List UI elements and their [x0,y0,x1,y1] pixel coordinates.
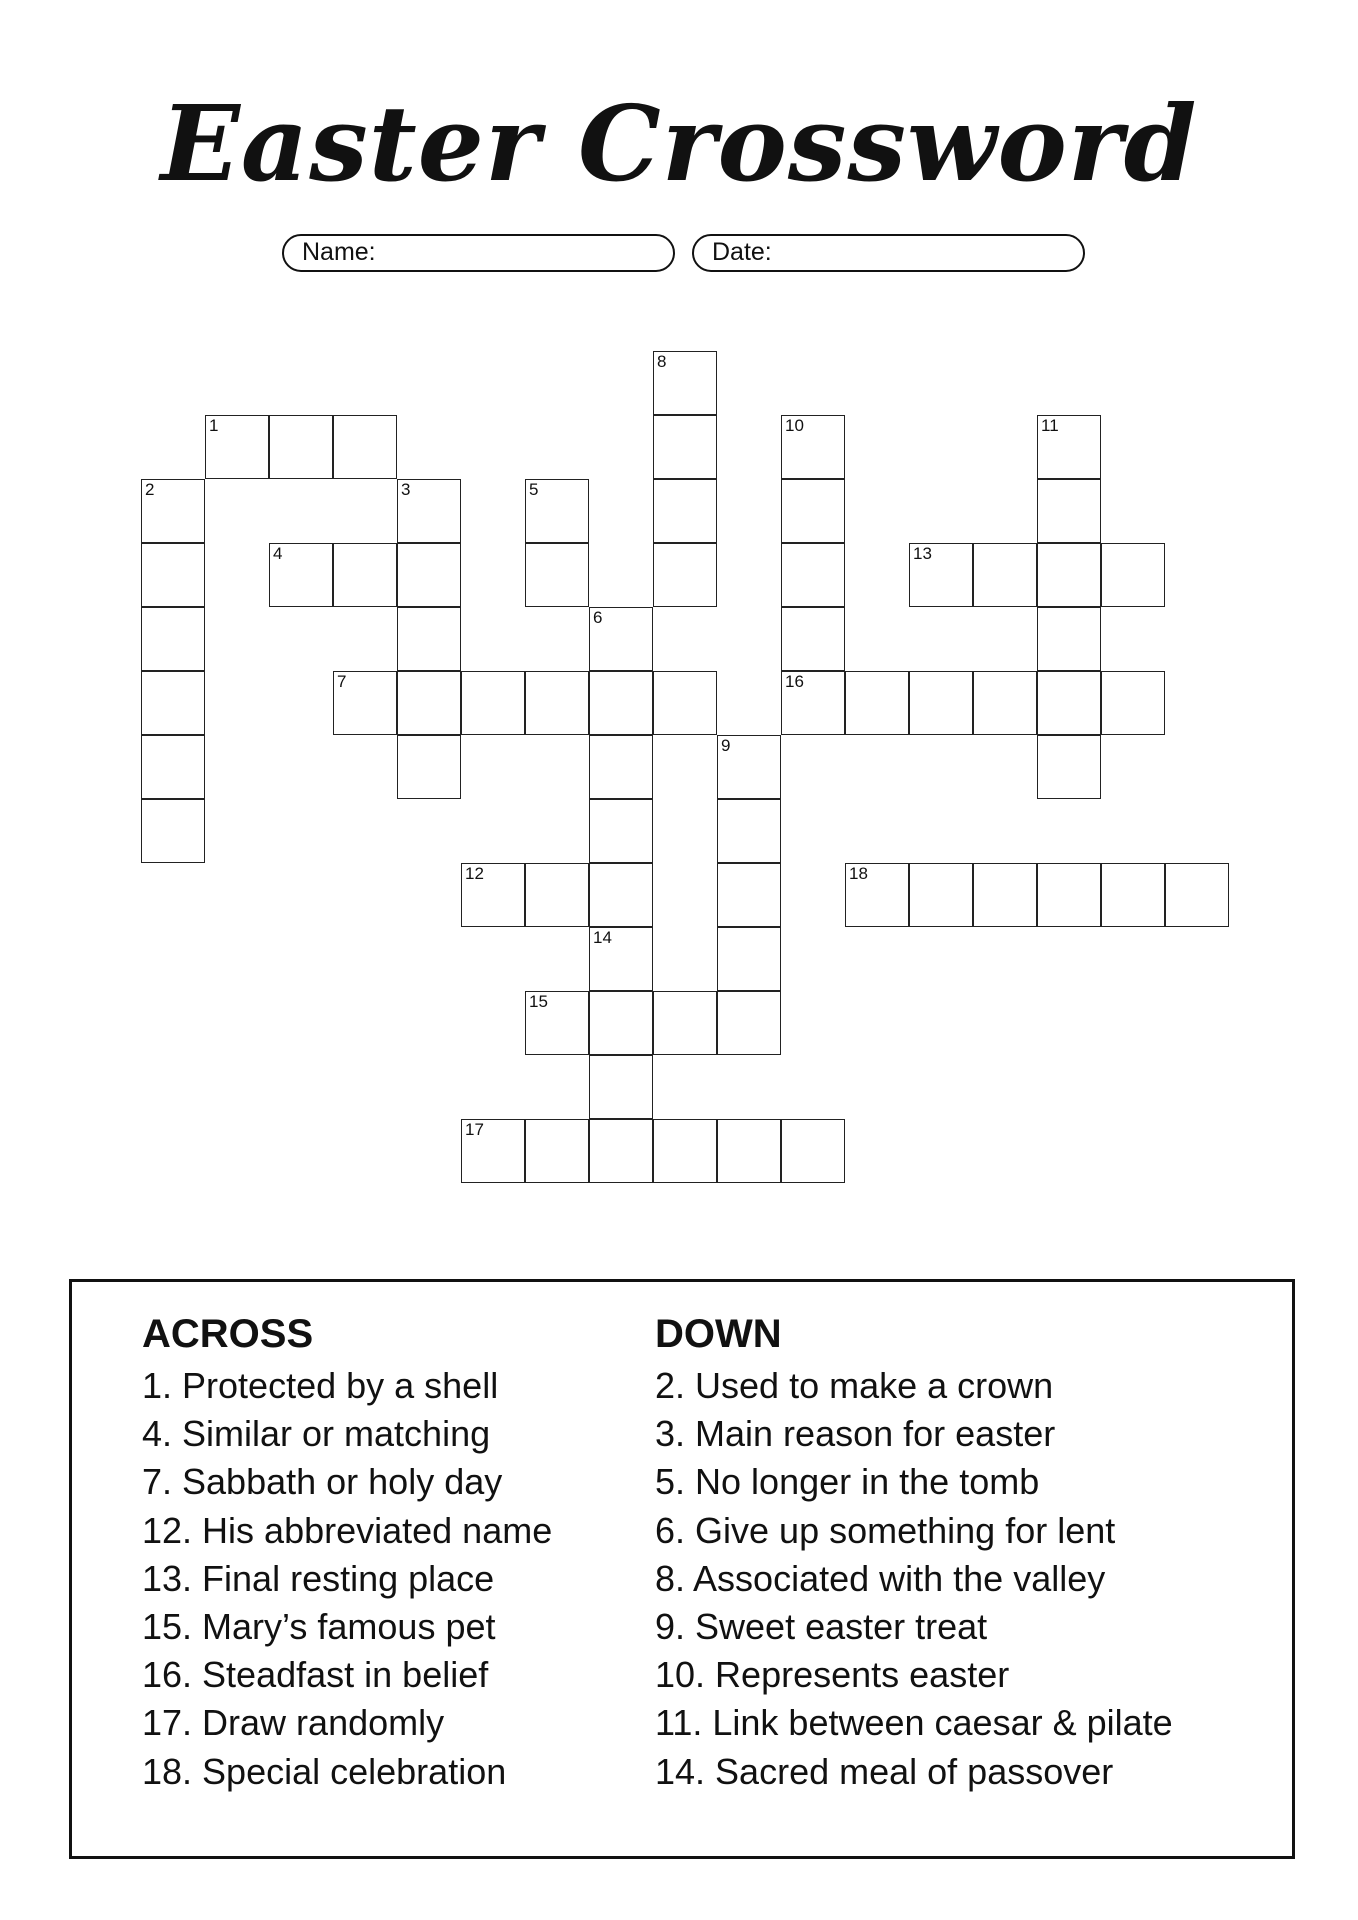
name-label: Name: [302,238,376,266]
grid-cell[interactable] [781,415,845,479]
grid-cell[interactable] [397,671,461,735]
grid-cell[interactable] [973,671,1037,735]
date-label: Date: [712,238,772,266]
clue-number: 14 [593,928,612,947]
across-clues [142,1310,552,1796]
grid-cell[interactable] [717,1119,781,1183]
clue-across-1: 1. Protected by a shell [142,1365,499,1406]
grid-cell[interactable] [909,863,973,927]
clue-down-2: 2. Used to make a crown [655,1365,1054,1406]
clue-number: 6 [593,608,603,627]
grid-cell[interactable] [333,671,397,735]
grid-cell[interactable] [653,543,717,607]
clue-number: 7 [337,672,347,691]
grid-cell[interactable] [717,863,781,927]
grid-cell[interactable] [1037,479,1101,543]
grid-cell[interactable] [845,863,909,927]
clue-number: 11 [1041,416,1059,435]
grid-cell[interactable] [653,479,717,543]
clue-down-9: 9. Sweet easter treat [655,1606,988,1648]
grid-cell[interactable] [589,671,653,735]
grid-cell[interactable] [461,863,525,927]
grid-cell[interactable] [269,543,333,607]
clue-down-6: 6. Give up something for lent [655,1509,1116,1551]
clue-across-7: 7. Sabbath or holy day [142,1461,503,1503]
grid-cell[interactable] [1101,671,1165,735]
clue-number: 12 [465,864,484,883]
clue-across-13: 13. Final resting place [142,1557,495,1599]
grid-cell[interactable] [781,1119,845,1183]
grid-cell[interactable] [333,415,397,479]
grid-cell[interactable] [717,927,781,991]
clues-box [69,1279,1295,1859]
grid-cell[interactable] [461,671,525,735]
clue-number: 5 [529,480,539,499]
clue-number: 1 [209,416,219,435]
grid-cell[interactable] [1037,735,1101,799]
grid-cell[interactable] [653,671,717,735]
clue-down-10: 10. Represents easter [655,1654,1010,1696]
clue-number: 13 [913,544,932,563]
grid-cell[interactable] [397,735,461,799]
grid-cell[interactable] [1037,863,1101,927]
clue-number: 18 [849,864,868,883]
grid-cell[interactable] [525,1119,589,1183]
clue-down-3: 3. Main reason for easter [655,1413,1056,1455]
clue-across-18: 18. Special celebration [142,1750,507,1792]
grid-cell[interactable] [205,415,269,479]
grid-cell[interactable] [1101,863,1165,927]
grid-cell[interactable] [141,735,205,799]
grid-cell[interactable] [461,1119,525,1183]
across-heading: ACROSS [142,1312,314,1356]
clue-number: 10 [785,416,804,435]
grid-cell[interactable] [589,607,653,671]
grid-cell[interactable] [781,607,845,671]
grid-cell[interactable] [717,735,781,799]
grid-cell[interactable] [141,607,205,671]
grid-cell[interactable] [269,415,333,479]
grid-cell[interactable] [333,543,397,607]
clue-number: 9 [721,736,731,755]
grid-cell[interactable] [141,479,205,543]
clue-number: 2 [145,480,155,499]
clue-across-15: 15. Mary’s famous pet [142,1606,496,1648]
grid-cell[interactable] [1101,543,1165,607]
grid-cell[interactable] [397,479,461,543]
grid-cell[interactable] [1037,543,1101,607]
grid-cell[interactable] [589,927,653,991]
clue-down-5: 5. No longer in the tomb [655,1461,1040,1503]
grid-cell[interactable] [1165,863,1229,927]
grid-cell[interactable] [1037,607,1101,671]
clue-down-11: 11. Link between caesar & pilate [655,1702,1173,1744]
clue-across-17: 17. Draw randomly [142,1702,445,1744]
grid-cell[interactable] [653,415,717,479]
grid-cell[interactable] [589,991,653,1055]
clue-number: 15 [529,992,548,1011]
grid-cell[interactable] [141,543,205,607]
clue-down-14: 14. Sacred meal of passover [655,1750,1114,1792]
clue-number: 17 [465,1120,484,1139]
grid-cell[interactable] [525,863,589,927]
grid-cell[interactable] [653,991,717,1055]
grid-cell[interactable] [973,543,1037,607]
down-heading: DOWN [655,1312,782,1356]
clue-down-8: 8. Associated with the valley [655,1557,1106,1599]
grid-cell[interactable] [909,543,973,607]
clue-across-16: 16. Steadfast in belief [142,1654,489,1696]
grid-cell[interactable] [781,543,845,607]
grid-cell[interactable] [589,1055,653,1119]
grid-cell[interactable] [397,607,461,671]
grid-cell[interactable] [589,735,653,799]
grid-cell[interactable] [397,543,461,607]
grid-cell[interactable] [717,799,781,863]
grid-cell[interactable] [525,671,589,735]
grid-cell[interactable] [717,991,781,1055]
clue-number: 3 [401,480,411,499]
clue-across-4: 4. Similar or matching [142,1413,491,1455]
grid-cell[interactable] [845,671,909,735]
clue-across-12: 12. His abbreviated name [142,1509,553,1551]
grid-cell[interactable] [973,863,1037,927]
grid-cell[interactable] [1037,415,1101,479]
grid-cell[interactable] [141,799,205,863]
clue-number: 16 [785,672,804,691]
grid-cell[interactable] [525,991,589,1055]
down-clues [655,1310,1173,1796]
clue-number: 4 [273,544,283,563]
grid-cell[interactable] [589,799,653,863]
grid-cell[interactable] [141,671,205,735]
grid-cell[interactable] [525,543,589,607]
grid-cell[interactable] [1037,671,1101,735]
grid-cell[interactable] [781,479,845,543]
clue-number: 8 [657,352,667,371]
grid-cell[interactable] [781,671,845,735]
grid-cell[interactable] [653,351,717,415]
grid-cell[interactable] [525,479,589,543]
grid-cell[interactable] [909,671,973,735]
grid-cell[interactable] [589,1119,653,1183]
grid-cell[interactable] [653,1119,717,1183]
page-title: Easter Crossword [160,82,1198,205]
grid-cell[interactable] [589,863,653,927]
